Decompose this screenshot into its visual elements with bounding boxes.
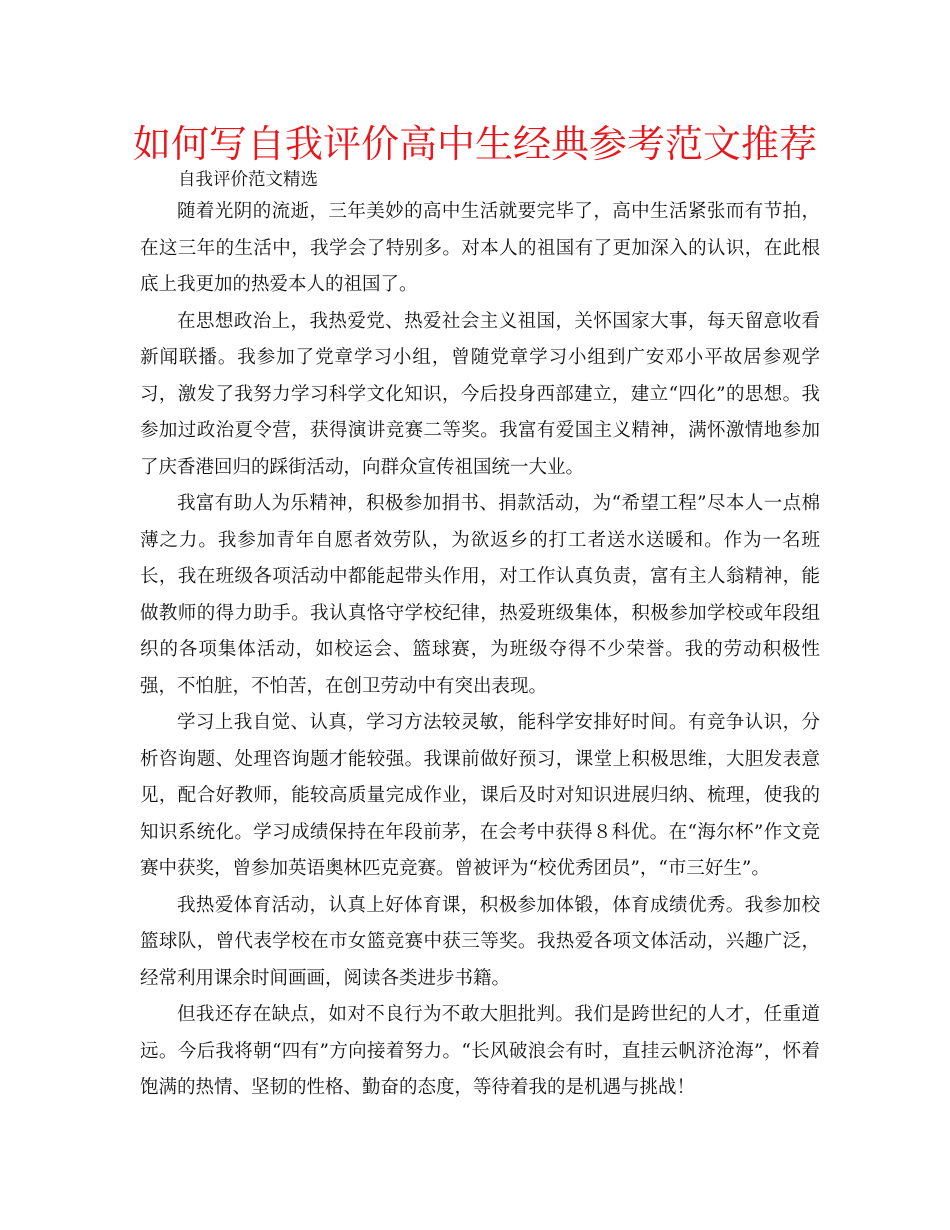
document-subtitle: 自我评价范文精选 bbox=[178, 170, 318, 190]
paragraph-2: 在思想政治上，我热爱党、热爱社会主义祖国，关怀国家大事，每天留意收看新闻联播。我参加了党章学习小组，曾随党章学习小组到广安邓小平故居参观学习，激发了我努力学习科学文化知识，今后投身西部建立，建立“四化”的思想。我参加过政治夏令营，获得演讲竞赛二等奖。我富有爱国主义精神，满怀激情地参加了庆香港回归的踩街活动，向群众宣传祖国统一大业。 bbox=[140, 310, 820, 478]
paragraph-5: 我热爱体育活动，认真上好体育课，积极参加体锻，体育成绩优秀。我参加校篮球队，曾代表学校在市女篮竞赛中获三等奖。我热爱各项文体活动，兴趣广泛，经常利用课余时间画画，阅读各类进步书籍。 bbox=[140, 894, 820, 989]
document-body bbox=[140, 194, 820, 1107]
paragraph-1: 随着光阴的流逝，三年美妙的高中生活就要完毕了，高中生活紧张而有节拍，在这三年的生活中，我学会了特别多。对本人的祖国有了更加深入的认识，在此根底上我更加的热爱本人的祖国了。 bbox=[140, 201, 820, 295]
paragraph-3: 我富有助人为乐精神，积极参加捐书、捐款活动，为“希望工程”尽本人一点棉薄之力。我参加青年自愿者效劳队，为欲返乡的打工者送水送暖和。作为一名班长，我在班级各项活动中都能起带头作用，对工作认真负责，富有主人翁精神，能做教师的得力助手。我认真恪守学校纪律，热爱班级集体，积极参加学校或年段组织的各项集体活动，如校运会、篮球赛，为班级夺得不少荣誉。我的劳动积极性强，不怕脏，不怕苦，在创卫劳动中有突出表现。 bbox=[140, 493, 820, 697]
document-title: 如何写自我评价高中生经典参考范文推荐 bbox=[132, 122, 817, 166]
paragraph-4: 学习上我自觉、认真，学习方法较灵敏，能科学安排好时间。有竞争认识，分析咨询题、处理咨询题才能较强。我课前做好预习，课堂上积极思维，大胆发表意见，配合好教师，能较高质量完成作业，课后及时对知识进展归纳、梳理，使我的知识系统化。学习成绩保持在年段前茅，在会考中获得８科优。在“海尔杯”作文竞赛中获奖，曾参加英语奥林匹克竞赛。曾被评为“校优秀团员”，“市三好生”。 bbox=[140, 712, 820, 879]
paragraph-6: 但我还存在缺点，如对不良行为不敢大胆批判。我们是跨世纪的人才，任重道远。今后我将朝“四有”方向接着努力。“长风破浪会有时，直挂云帆济沧海”，怀着饱满的热情、坚韧的性格、勤奋的态度，等待着我的是机遇与挑战！ bbox=[140, 1004, 820, 1098]
